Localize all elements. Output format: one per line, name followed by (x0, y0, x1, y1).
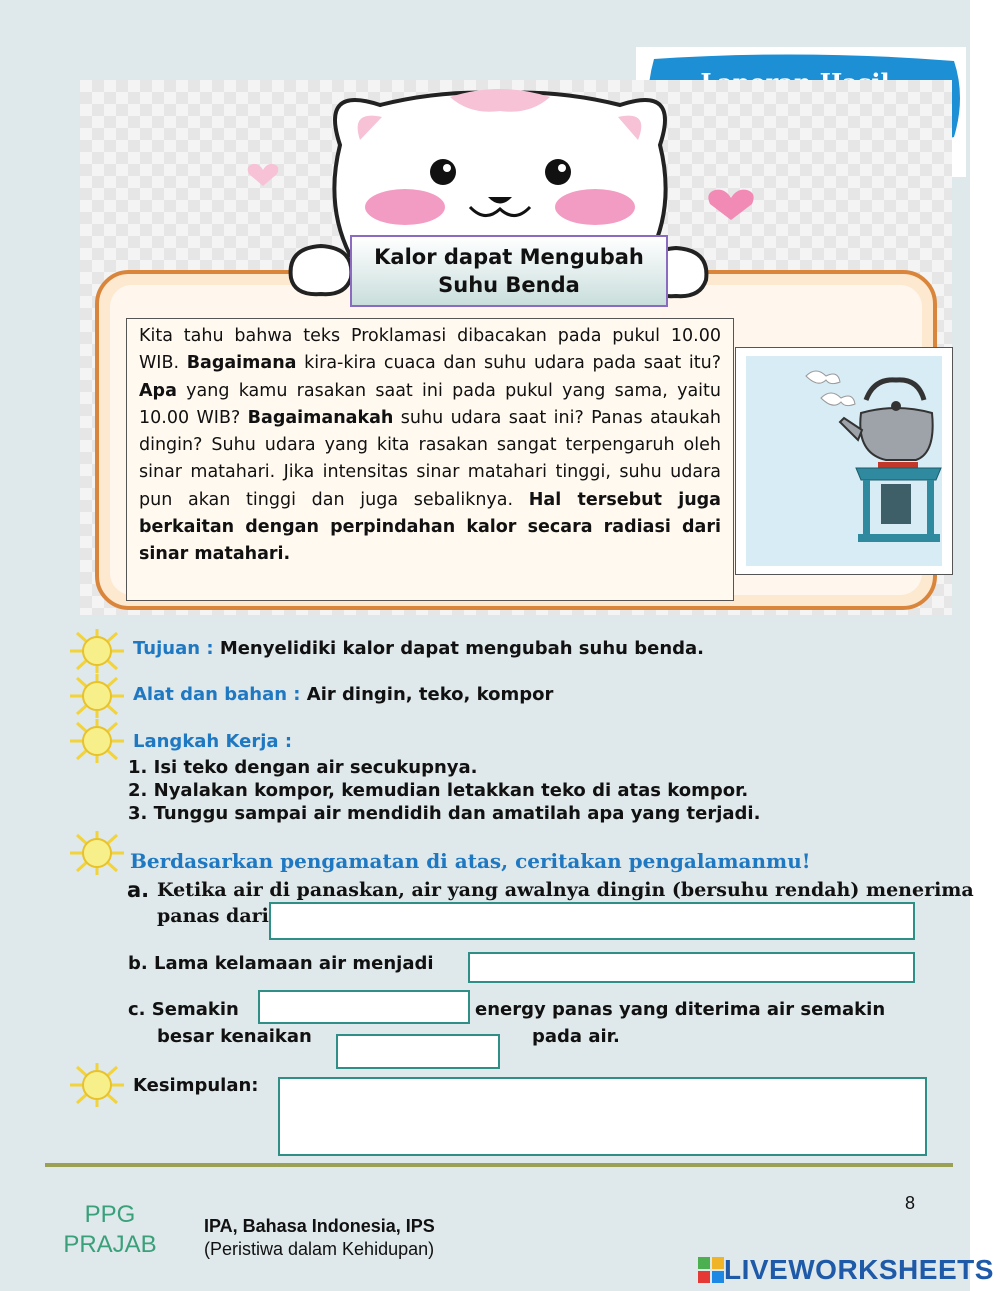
subject-info (204, 1215, 435, 1261)
subject-text: IPA, Bahasa Indonesia, IPS (204, 1216, 435, 1236)
topic-title-line1: Kalor dapat Mengubah (374, 245, 644, 269)
tujuan-text: Menyelidiki kalor dapat mengubah suhu benda. (219, 638, 705, 659)
topic-title-line2: Suhu Benda (438, 273, 580, 297)
heart-icon (245, 162, 281, 188)
langkah-steps (128, 756, 760, 825)
langkah-label: Langkah Kerja : (133, 731, 293, 752)
intro-text: Kita tahu bahwa teks Proklamasi dibacakan pada pukul 10.00 WIB. (139, 326, 721, 374)
answer-b-input[interactable] (468, 952, 915, 983)
theme-text: (Peristiwa dalam Kehidupan) (204, 1239, 435, 1259)
topic-title (350, 235, 668, 307)
step-item: 1. Isi teko dengan air secukupnya. (128, 757, 478, 778)
ppg-line1: PPG (84, 1201, 136, 1228)
alat-label: Alat dan bahan : (133, 684, 301, 705)
alat-row (133, 684, 553, 705)
answer-c2-input[interactable] (336, 1034, 500, 1069)
sun-icon (68, 830, 126, 876)
footer-divider (45, 1163, 953, 1167)
sun-icon (68, 1062, 126, 1108)
question-c-mid: energy panas yang diterima air semakin (475, 999, 886, 1020)
heart-icon (705, 188, 757, 222)
sun-icon (68, 673, 126, 719)
tujuan-row (133, 638, 704, 659)
sun-icon (68, 718, 126, 764)
question-a-marker: a. (127, 878, 150, 902)
kettle-image (735, 347, 953, 575)
intro-bold: Bagaimanakah (247, 407, 394, 428)
ppg-prajab-label (55, 1200, 165, 1260)
liveworksheets-icon (698, 1257, 724, 1283)
intro-text: yang kamu rasakan saat ini pada pukul yang sama, yaitu 10.00 WIB? (139, 380, 721, 428)
question-c-pre: c. Semakin (128, 999, 239, 1020)
intro-text: suhu udara saat ini? Panas ataukah dingin? Suhu udara yang kita rasakan sangat terpengaruh oleh sinar matahari. Jika intensitas sinar matahari tinggi, suhu udara pun akan tinggi dan juga sebaliknya. (139, 407, 722, 510)
step-item: 3. Tunggu sampai air mendidih dan amatilah apa yang terjadi. (128, 803, 761, 824)
intro-text: kira-kira cuaca dan suhu udara pada saat itu? (296, 353, 721, 374)
intro-bold: Hal tersebut juga berkaitan dengan perpindahan kalor secara radiasi dari sinar matahari. (139, 489, 721, 565)
ppg-line2: PRAJAB (63, 1231, 157, 1258)
kesimpulan-label: Kesimpulan: (133, 1075, 259, 1096)
alat-text: Air dingin, teko, kompor (306, 684, 554, 705)
answer-a-input[interactable] (269, 902, 915, 940)
cat-paw-left (285, 238, 357, 298)
question-b-text: b. Lama kelamaan air menjadi (128, 953, 434, 974)
tujuan-label: Tujuan : (133, 638, 214, 659)
question-c-line2a: besar kenaikan (157, 1026, 312, 1047)
page-number: 8 (905, 1193, 916, 1213)
intro-paragraph (126, 318, 734, 601)
intro-bold: Bagaimana (186, 353, 297, 374)
kettle-on-stove-icon (736, 348, 952, 574)
liveworksheets-logo[interactable] (698, 1254, 994, 1286)
question-c-line2b: pada air. (532, 1026, 620, 1047)
pengamatan-heading: Berdasarkan pengamatan di atas, ceritakan pengalamanmu! (130, 849, 811, 873)
brand-text: LIVEWORKSHEETS (724, 1254, 994, 1285)
step-item: 2. Nyalakan kompor, kemudian letakkan teko di atas kompor. (128, 780, 749, 801)
question-a-line1: Ketika air di panaskan, air yang awalnya dingin (bersuhu rendah) menerima (157, 879, 974, 901)
answer-c1-input[interactable] (258, 990, 470, 1024)
intro-bold: Apa (139, 380, 177, 401)
sun-icon (68, 628, 126, 674)
kesimpulan-input[interactable] (278, 1077, 927, 1156)
question-a-line2: panas dari (157, 905, 269, 927)
